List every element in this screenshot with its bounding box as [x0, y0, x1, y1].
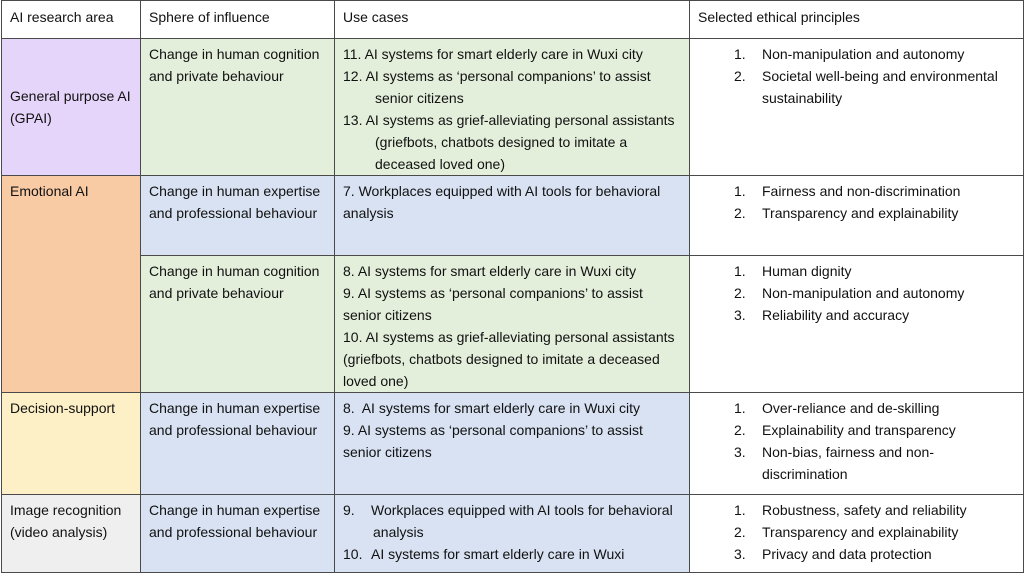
sphere-cell — [141, 39, 335, 176]
use-case-number: 12. — [343, 68, 363, 84]
area-label: Image recognition (video analysis) — [10, 502, 122, 540]
sphere-label: Change in human expertise and professional behaviour — [149, 183, 321, 221]
list-item — [343, 65, 681, 109]
header-row — [2, 1, 1024, 39]
principle-number: 1. — [734, 263, 746, 279]
use-cases-cell — [335, 393, 690, 495]
use-case-number: 10. — [343, 329, 363, 345]
list-item — [343, 543, 681, 565]
sphere-label: Change in human expertise and professional behaviour — [149, 400, 321, 438]
list-item — [343, 109, 681, 175]
principle-text: Transparency and explainability — [762, 205, 959, 221]
principle-number: 3. — [734, 546, 746, 562]
principle-number: 2. — [734, 285, 746, 301]
list-item — [734, 43, 1015, 65]
principle-number: 2. — [734, 68, 746, 84]
list-item — [734, 419, 1015, 441]
list-item — [734, 397, 1015, 419]
principle-text: Explainability and transparency — [762, 422, 956, 438]
use-case-text: AI systems as ‘personal companions’ to assist senior citizens — [365, 68, 651, 106]
list-item — [734, 202, 1015, 224]
use-case-number: 7. — [343, 183, 355, 199]
principle-number: 2. — [734, 524, 746, 540]
use-case-number: 13. — [343, 112, 363, 128]
use-case-text: Workplaces equipped with AI tools for behavioral analysis — [343, 183, 661, 221]
list-item — [343, 419, 681, 463]
use-case-text: Workplaces equipped with AI tools for behavioral analysis — [371, 502, 673, 540]
area-label: Emotional AI — [10, 183, 89, 199]
list-item — [343, 282, 681, 326]
use-case-number: 10. — [343, 546, 363, 562]
list-item — [734, 441, 1015, 485]
principle-number: 3. — [734, 444, 746, 460]
principle-number: 1. — [734, 183, 746, 199]
table-row — [2, 393, 1024, 495]
list-item — [734, 65, 1015, 109]
principle-text: Privacy and data protection — [762, 546, 932, 562]
list-item — [734, 180, 1015, 202]
list-item — [734, 282, 1015, 304]
principle-text: Fairness and non-discrimination — [762, 183, 961, 199]
principle-number: 2. — [734, 205, 746, 221]
header-ai-research-area: AI research area — [2, 1, 141, 39]
header-ethical-principles: Selected ethical principles — [690, 1, 1024, 39]
principles-cell — [690, 393, 1024, 495]
use-case-number: 9. — [343, 285, 355, 301]
use-cases-cell — [335, 176, 690, 256]
area-cell — [2, 39, 141, 176]
list-item — [734, 499, 1015, 521]
principle-text: Non-manipulation and autonomy — [762, 285, 965, 301]
list-item — [734, 521, 1015, 543]
list-item — [343, 43, 681, 65]
principles-cell — [690, 495, 1024, 573]
use-case-number: 9. — [343, 422, 355, 438]
principle-number: 1. — [734, 502, 746, 518]
principle-text: Over-reliance and de-skilling — [762, 400, 940, 416]
principle-text: Non-manipulation and autonomy — [762, 46, 965, 62]
use-case-text: AI systems as grief-alleviating personal assistants (griefbots, chatbots designed to imitate a deceased loved one) — [365, 112, 675, 172]
principles-cell — [690, 176, 1024, 256]
use-cases-cell — [335, 39, 690, 176]
use-case-text: AI systems for smart elderly care in Wuxi — [371, 546, 625, 562]
principle-text: Human dignity — [762, 263, 852, 279]
use-case-text: AI systems as ‘personal companions’ to assist senior citizens — [343, 285, 643, 323]
use-case-text: AI systems for smart elderly care in Wuxi city — [357, 263, 637, 279]
principle-text: Robustness, safety and reliability — [762, 502, 967, 518]
list-item — [734, 304, 1015, 326]
principle-number: 2. — [734, 422, 746, 438]
sphere-label: Change in human cognition and private behaviour — [149, 263, 320, 301]
use-cases-cell — [335, 256, 690, 393]
table-row — [2, 495, 1024, 573]
use-case-text: AI systems as grief-alleviating personal assistants (griefbots, chatbots designed to imitate a deceased loved one) — [343, 329, 675, 389]
area-cell — [2, 495, 141, 573]
principle-text: Societal well-being and environmental sustainability — [762, 68, 998, 106]
list-item — [343, 180, 681, 224]
sphere-label: Change in human cognition and private behaviour — [149, 46, 320, 84]
area-label: General purpose AI (GPAI) — [10, 88, 131, 126]
principles-cell — [690, 256, 1024, 393]
use-cases-cell — [335, 495, 690, 573]
principle-number: 3. — [734, 307, 746, 323]
use-case-text: AI systems for smart elderly care in Wuxi city — [364, 46, 643, 62]
sphere-cell — [141, 495, 335, 573]
list-item — [734, 260, 1015, 282]
sphere-cell — [141, 393, 335, 495]
table-row — [2, 39, 1024, 176]
area-cell — [2, 393, 141, 495]
area-cell — [2, 176, 141, 393]
list-item — [343, 397, 681, 419]
sphere-cell — [141, 256, 335, 393]
use-case-number: 9. — [343, 502, 355, 518]
use-case-number: 8. — [343, 400, 355, 416]
list-item — [343, 499, 681, 543]
table-row — [2, 176, 1024, 256]
sphere-cell — [141, 176, 335, 256]
list-item — [343, 260, 681, 282]
principle-number: 1. — [734, 46, 746, 62]
list-item — [343, 326, 681, 392]
use-case-text: AI systems for smart elderly care in Wuxi city — [361, 400, 640, 416]
list-item — [734, 543, 1015, 565]
principle-text: Reliability and accuracy — [762, 307, 910, 323]
ethics-table — [1, 0, 1024, 573]
principles-cell — [690, 39, 1024, 176]
principle-number: 1. — [734, 400, 746, 416]
use-case-number: 11. — [343, 46, 362, 62]
header-sphere-of-influence: Sphere of influence — [141, 1, 335, 39]
header-use-cases: Use cases — [335, 1, 690, 39]
area-label: Decision-support — [10, 400, 116, 416]
use-case-text: AI systems as ‘personal companions’ to assist senior citizens — [343, 422, 643, 460]
table-row — [2, 256, 1024, 393]
principle-text: Transparency and explainability — [762, 524, 959, 540]
sphere-label: Change in human expertise and professional behaviour — [149, 502, 321, 540]
principle-text: Non-bias, fairness and non-discrimination — [762, 444, 934, 482]
use-case-number: 8. — [343, 263, 355, 279]
